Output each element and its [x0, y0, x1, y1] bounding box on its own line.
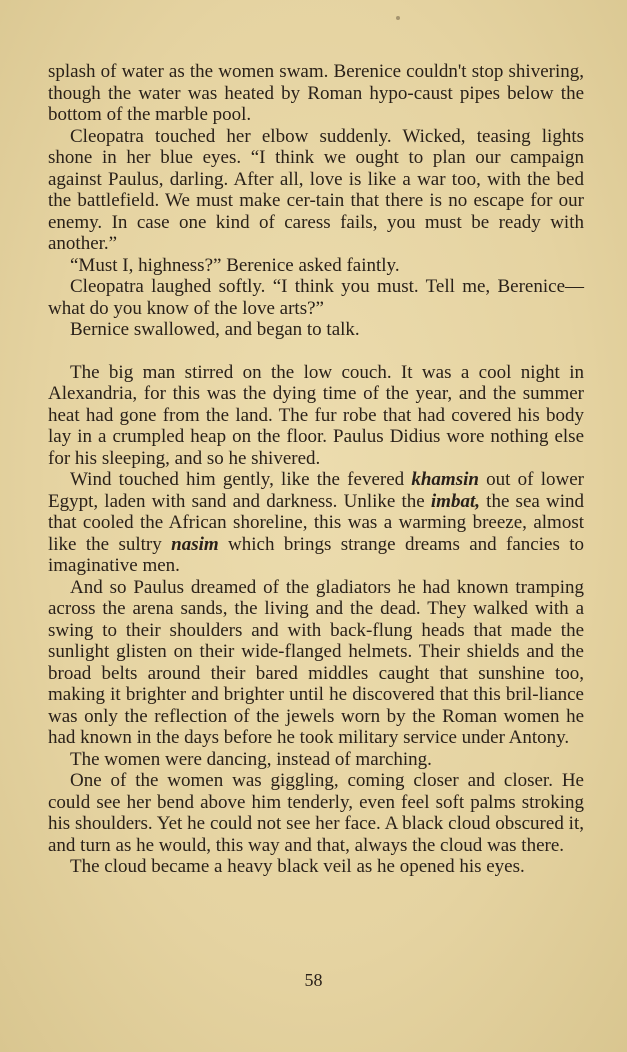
text-run: splash of water as the women swam. Berenice couldn't stop shivering, though the water was heated by Roman hypo-caust pipes below the bottom of the marble pool. — [48, 61, 584, 125]
text-run: Bernice swallowed, and began to talk. — [70, 319, 360, 340]
text-run: “Must I, highness?” Berenice asked faintly. — [70, 254, 400, 276]
text-run: The women were dancing, instead of marching. — [70, 748, 432, 770]
paragraph — [48, 61, 584, 126]
paragraph — [48, 749, 584, 771]
paragraph — [48, 319, 584, 341]
section-break — [48, 341, 584, 362]
text-run: out of lower Egypt, laden with sand and darkness. Unlike the — [48, 469, 584, 512]
paragraph — [48, 362, 584, 470]
text-run: One of the women was giggling, coming closer and closer. He could see her bend above him tenderly, even feel soft palms stroking his shoulders. Yet he could not see her face. A black cloud obscured it, and turn as he would, this way and that, always the cloud was there. — [48, 770, 584, 856]
paragraph — [48, 856, 584, 878]
paragraph — [48, 276, 584, 319]
text-run: The cloud became a heavy black veil as he opened his eyes. — [70, 856, 525, 877]
text-run: Wind touched him gently, like the fevered — [70, 469, 412, 490]
text-run: the sea wind that cooled the African shoreline, this was a warming breeze, almost like the sultry — [48, 490, 584, 555]
text-run: The big man stirred on the low couch. It was a cool night in Alexandria, for this was the dying time of the year, and the summer heat had gone from the land. The fur robe that had covered his body lay in a crumpled heap on the floor. Paulus Didius wore nothing else for his sleeping, and so he shivered. — [48, 361, 584, 469]
paragraph — [48, 469, 584, 577]
text-run: Cleopatra touched her elbow suddenly. Wicked, teasing lights shone in her blue eyes. “I think we ought to plan our campaign against Paulus, darling. After all, love is like a war too, with the bed the battlefield. We must make cer-tain that there is no escape for our enemy. In case one kind of caress fails, you must be ready with another.” — [48, 125, 584, 254]
body-text — [48, 61, 584, 878]
paragraph — [48, 255, 584, 277]
ink-speck — [396, 16, 400, 20]
paragraph — [48, 577, 584, 749]
text-run: Cleopatra laughed softly. “I think you must. Tell me, Berenice—what do you know of the love arts?” — [48, 276, 584, 319]
italic-word: imbat, — [430, 490, 480, 512]
italic-word: nasim — [171, 533, 219, 555]
italic-word: khamsin — [411, 469, 479, 490]
paragraph — [48, 770, 584, 856]
text-run: And so Paulus dreamed of the gladiators he had known tramping across the arena sands, the living and the dead. They walked with a swing to their shoulders and with back-flung heads that made the sunlight glisten on their wide-flanged helmets. Their shields and the broad belts around their bared middles caught that sunshine too, making it brighter and brighter until he discovered that this bril-liance was only the reflection of the jewels worn by the Roman women he had known in the days before he took military service under Antony. — [48, 576, 584, 748]
page-number: 58 — [304, 970, 323, 990]
paragraph — [48, 126, 584, 255]
text-run: which brings strange dreams and fancies to imaginative men. — [48, 533, 584, 576]
